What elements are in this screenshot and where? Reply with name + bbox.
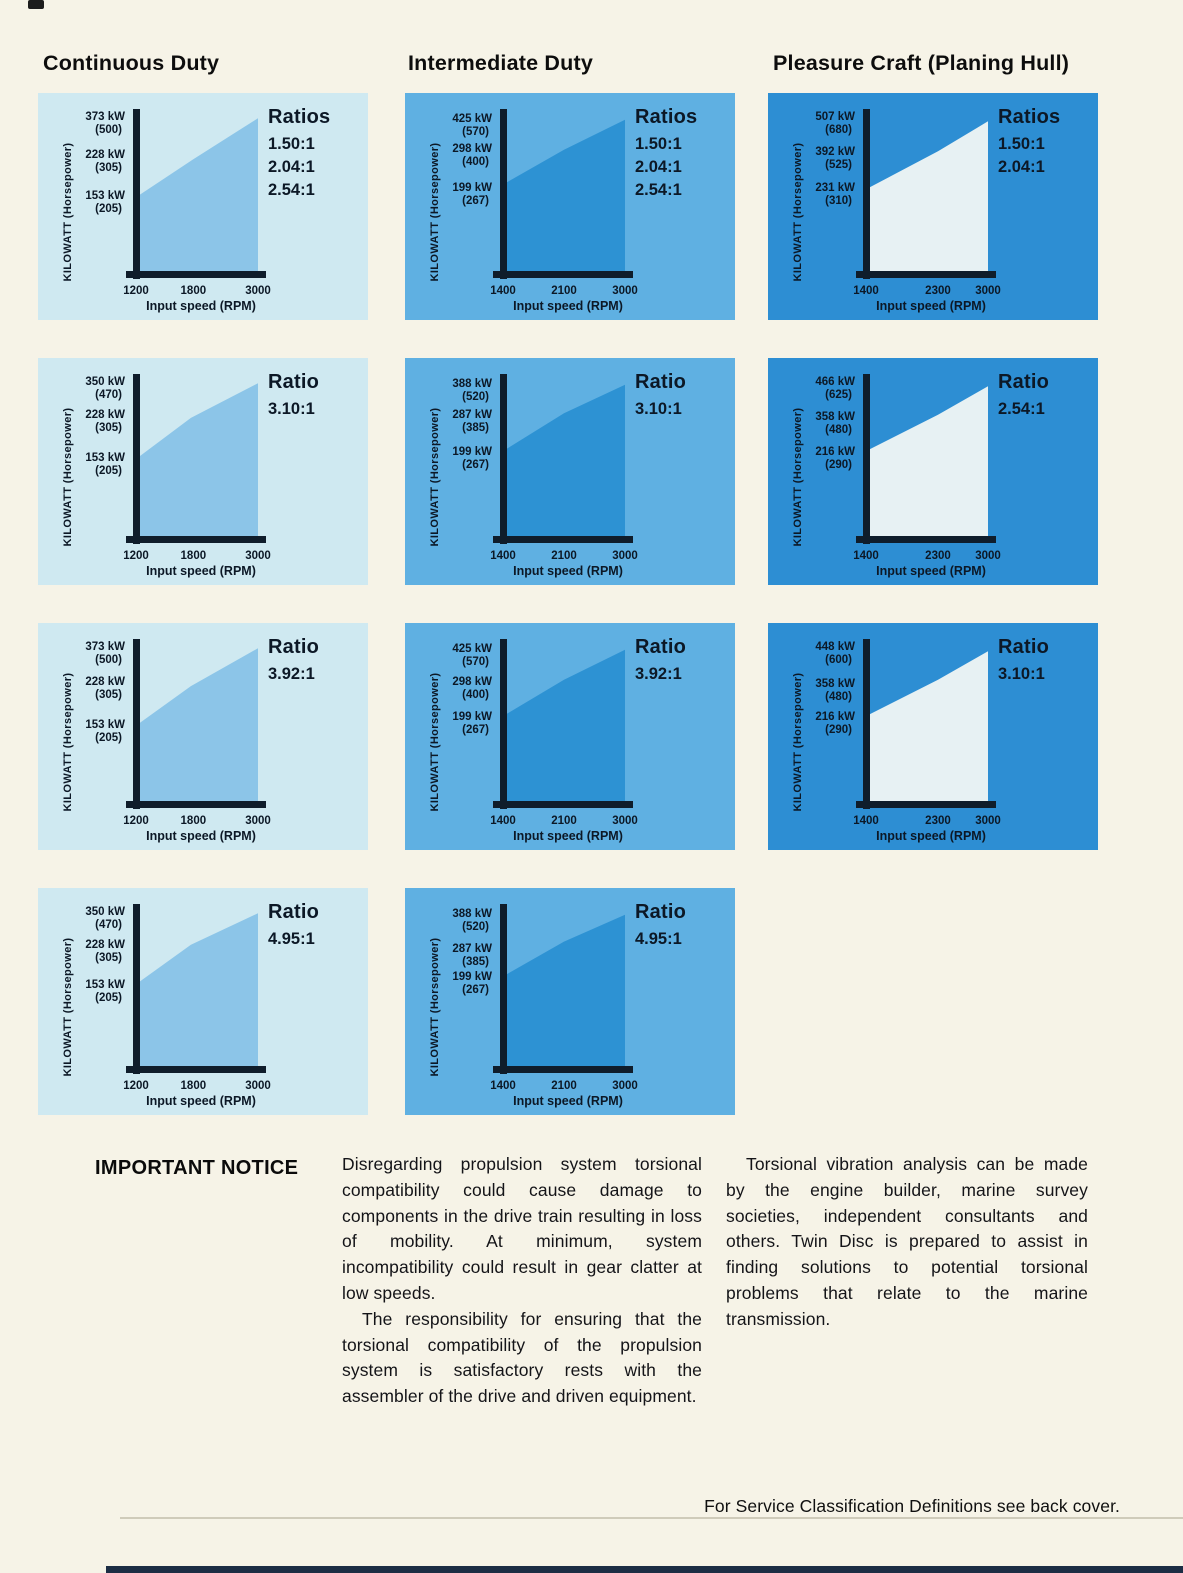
y-tick-label: 228 kW (305) — [85, 939, 125, 965]
ratio-value: 2.54:1 — [635, 181, 682, 199]
x-axis-line — [856, 536, 996, 543]
x-axis-label: Input speed (RPM) — [146, 1094, 256, 1108]
x-tick-label: 1800 — [180, 550, 207, 562]
y-tick-label: 199 kW (267) — [452, 182, 492, 208]
y-tick-label: 350 kW (470) — [85, 376, 125, 402]
chart-panel-col2-row1 — [405, 93, 735, 320]
operating-range-area — [503, 120, 625, 273]
ratio-values — [268, 663, 319, 686]
y-axis-label: KILOWATT (Horsepower) — [62, 407, 74, 547]
column-header-intermediate-duty: Intermediate Duty — [408, 50, 593, 75]
ratio-values — [998, 398, 1049, 421]
y-axis-label: KILOWATT (Horsepower) — [62, 142, 74, 282]
x-axis-label: Input speed (RPM) — [513, 564, 623, 578]
ratio-heading: Ratio — [998, 636, 1049, 658]
y-tick-label: 228 kW (305) — [85, 675, 125, 701]
notice-text-column-right — [726, 1152, 1088, 1333]
y-axis-line — [500, 639, 507, 809]
ratio-value: 3.92:1 — [635, 665, 682, 683]
x-tick-label: 3000 — [612, 815, 638, 827]
ratio-values — [268, 133, 330, 202]
x-axis-label: Input speed (RPM) — [513, 1094, 623, 1108]
ratio-heading: Ratio — [268, 901, 319, 923]
ratio-heading: Ratio — [268, 371, 319, 393]
y-tick-label: 425 kW (570) — [452, 642, 492, 668]
ratio-heading: Ratio — [635, 901, 686, 923]
x-tick-label: 1200 — [123, 550, 149, 562]
x-axis-label: Input speed (RPM) — [146, 564, 256, 578]
ratio-block — [635, 106, 697, 202]
ratio-heading: Ratio — [635, 636, 686, 658]
operating-range-area — [136, 118, 258, 273]
x-tick-label: 1400 — [853, 550, 879, 562]
y-axis-label: KILOWATT (Horsepower) — [429, 937, 441, 1077]
ratio-block — [635, 636, 686, 686]
x-tick-label: 1200 — [123, 1080, 149, 1092]
ratio-values — [635, 928, 686, 951]
x-tick-label: 3000 — [612, 1080, 638, 1092]
x-tick-label: 3000 — [612, 285, 638, 297]
x-tick-label: 3000 — [612, 550, 638, 562]
ratio-heading: Ratios — [268, 106, 331, 128]
y-tick-label: 153 kW (205) — [85, 190, 125, 216]
y-tick-label: 388 kW (520) — [452, 377, 492, 403]
x-tick-label: 1400 — [490, 550, 516, 562]
ratio-value: 2.04:1 — [268, 158, 315, 176]
chart-panel-col3-row3 — [768, 623, 1098, 850]
y-axis-line — [133, 639, 140, 809]
ratio-values — [268, 398, 319, 421]
y-axis-label: KILOWATT (Horsepower) — [792, 672, 804, 812]
x-axis-label: Input speed (RPM) — [876, 829, 986, 843]
operating-range-area — [866, 651, 988, 803]
x-tick-label: 2300 — [925, 815, 951, 827]
y-tick-label: 392 kW (525) — [815, 145, 855, 171]
ratio-heading: Ratios — [635, 106, 698, 128]
ratio-block — [998, 636, 1049, 686]
x-tick-label: 2100 — [551, 815, 577, 827]
y-axis-label: KILOWATT (Horsepower) — [429, 407, 441, 547]
notice-paragraph: The responsibility for ensuring that the torsional compatibility of the propulsion system is satisfactory rests with the assembler of the drive and driven equipment. — [342, 1308, 702, 1407]
x-tick-label: 1800 — [180, 285, 207, 297]
x-axis-label: Input speed (RPM) — [513, 299, 623, 313]
x-axis-line — [126, 536, 266, 543]
y-tick-label: 231 kW (310) — [815, 182, 855, 208]
chart-panel-col1-row4 — [38, 888, 368, 1115]
operating-range-area — [503, 650, 625, 803]
important-notice-heading: IMPORTANT NOTICE — [95, 1157, 299, 1179]
ratio-value: 1.50:1 — [635, 135, 682, 153]
ratio-block — [268, 636, 319, 686]
x-tick-label: 2100 — [551, 285, 577, 297]
column-header-continuous-duty: Continuous Duty — [43, 50, 220, 75]
ratio-block — [268, 106, 330, 202]
x-axis-line — [126, 1066, 266, 1073]
notice-paragraph: Torsional vibration analysis can be made by the engine builder, marine survey societies, independent consultants and others. Twin Disc is prepared to assist in finding solutions to potential torsional problems that relate to the marine transmission. — [726, 1154, 1088, 1329]
ratio-heading: Ratios — [998, 106, 1061, 128]
ratio-value: 4.95:1 — [268, 930, 315, 948]
operating-range-area — [866, 121, 988, 273]
scan-artifact-mark — [28, 0, 44, 9]
y-tick-label: 358 kW (480) — [815, 410, 855, 436]
x-axis-label: Input speed (RPM) — [146, 299, 256, 313]
x-tick-label: 3000 — [245, 815, 271, 827]
x-axis-line — [126, 801, 266, 808]
y-axis-line — [500, 374, 507, 544]
x-axis-label: Input speed (RPM) — [876, 299, 986, 313]
y-tick-label: 216 kW (290) — [815, 710, 855, 736]
y-tick-label: 228 kW (305) — [85, 409, 125, 435]
ratio-value: 2.54:1 — [998, 400, 1045, 418]
y-axis-label: KILOWATT (Horsepower) — [429, 672, 441, 812]
x-tick-label: 2100 — [551, 1080, 577, 1092]
ratio-value: 3.92:1 — [268, 665, 315, 683]
x-tick-label: 1200 — [123, 815, 149, 827]
x-axis-label: Input speed (RPM) — [876, 564, 986, 578]
x-axis-label: Input speed (RPM) — [513, 829, 623, 843]
x-tick-label: 1400 — [490, 815, 516, 827]
x-tick-label: 1400 — [853, 285, 879, 297]
footer-note: For Service Classification Definitions see back cover. — [704, 1496, 1120, 1516]
x-tick-label: 1800 — [180, 1080, 207, 1092]
y-tick-label: 388 kW (520) — [452, 907, 492, 933]
scan-artifact-paper-edge — [120, 1517, 1183, 1519]
notice-text-column-left — [342, 1152, 702, 1410]
y-tick-label: 199 kW (267) — [452, 710, 492, 736]
y-tick-label: 466 kW (625) — [815, 376, 855, 402]
x-tick-label: 3000 — [975, 285, 1001, 297]
y-tick-label: 199 kW (267) — [452, 445, 492, 471]
y-axis-line — [863, 639, 870, 809]
x-tick-label: 3000 — [975, 550, 1001, 562]
y-tick-label: 199 kW (267) — [452, 970, 492, 996]
chart-panel-col1-row1 — [38, 93, 368, 320]
notice-paragraph: Disregarding propulsion system torsional compatibility could cause damage to components in the drive train resulting in loss of mobility. At minimum, system incompatibility could result in gear clatter at low speeds. — [342, 1154, 702, 1303]
ratio-block — [998, 106, 1060, 179]
y-axis-line — [863, 374, 870, 544]
ratio-value: 1.50:1 — [998, 135, 1045, 153]
chart-panel-col3-row2 — [768, 358, 1098, 585]
ratio-values — [998, 663, 1049, 686]
ratio-heading: Ratio — [635, 371, 686, 393]
chart-panel-col2-row4 — [405, 888, 735, 1115]
x-axis-label: Input speed (RPM) — [146, 829, 256, 843]
ratio-values — [635, 398, 686, 421]
x-axis-line — [493, 536, 633, 543]
x-tick-label: 2300 — [925, 550, 951, 562]
x-axis-line — [126, 271, 266, 278]
ratio-heading: Ratio — [998, 371, 1049, 393]
ratio-heading: Ratio — [268, 636, 319, 658]
x-axis-line — [856, 271, 996, 278]
ratio-values — [268, 928, 319, 951]
y-axis-label: KILOWATT (Horsepower) — [62, 672, 74, 812]
y-axis-line — [133, 904, 140, 1074]
ratio-values — [635, 133, 697, 202]
ratio-block — [998, 371, 1049, 421]
ratio-value: 2.04:1 — [635, 158, 682, 176]
ratio-values — [635, 663, 686, 686]
ratio-values — [998, 133, 1060, 179]
x-axis-line — [493, 1066, 633, 1073]
y-tick-label: 298 kW (400) — [452, 675, 492, 701]
y-tick-label: 350 kW (470) — [85, 906, 125, 932]
y-tick-label: 287 kW (385) — [452, 409, 492, 435]
ratio-value: 3.10:1 — [635, 400, 682, 418]
chart-panel-col1-row2 — [38, 358, 368, 585]
chart-panel-col2-row3 — [405, 623, 735, 850]
y-tick-label: 448 kW (600) — [815, 641, 855, 667]
y-tick-label: 425 kW (570) — [452, 112, 492, 138]
ratio-block — [268, 371, 319, 421]
ratio-value: 3.10:1 — [268, 400, 315, 418]
y-tick-label: 507 kW (680) — [815, 111, 855, 137]
x-tick-label: 3000 — [245, 550, 271, 562]
x-axis-line — [493, 271, 633, 278]
y-axis-line — [500, 109, 507, 279]
operating-range-area — [503, 915, 625, 1068]
x-tick-label: 3000 — [245, 285, 271, 297]
operating-range-area — [136, 383, 258, 538]
y-tick-label: 216 kW (290) — [815, 445, 855, 471]
y-tick-label: 373 kW (500) — [85, 641, 125, 667]
y-tick-label: 228 kW (305) — [85, 149, 125, 175]
y-axis-label: KILOWATT (Horsepower) — [792, 142, 804, 282]
scan-artifact-bottom-strip — [106, 1566, 1183, 1573]
ratio-value: 4.95:1 — [635, 930, 682, 948]
ratio-value: 2.04:1 — [998, 158, 1045, 176]
ratio-block — [268, 901, 319, 951]
chart-panel-col2-row2 — [405, 358, 735, 585]
x-tick-label: 3000 — [245, 1080, 271, 1092]
chart-panel-col3-row1 — [768, 93, 1098, 320]
ratio-value: 2.54:1 — [268, 181, 315, 199]
ratio-value: 1.50:1 — [268, 135, 315, 153]
y-tick-label: 373 kW (500) — [85, 111, 125, 137]
x-tick-label: 2300 — [925, 285, 951, 297]
x-tick-label: 2100 — [551, 550, 577, 562]
x-tick-label: 1800 — [180, 815, 207, 827]
operating-range-area — [866, 386, 988, 538]
y-axis-label: KILOWATT (Horsepower) — [62, 937, 74, 1077]
y-tick-label: 358 kW (480) — [815, 677, 855, 703]
y-tick-label: 153 kW (205) — [85, 718, 125, 744]
x-axis-line — [856, 801, 996, 808]
y-axis-label: KILOWATT (Horsepower) — [792, 407, 804, 547]
y-axis-line — [133, 109, 140, 279]
y-axis-line — [500, 904, 507, 1074]
operating-range-area — [136, 913, 258, 1068]
y-axis-label: KILOWATT (Horsepower) — [429, 142, 441, 282]
y-tick-label: 153 kW (205) — [85, 452, 125, 477]
operating-range-area — [136, 648, 258, 803]
y-tick-label: 298 kW (400) — [452, 142, 492, 168]
y-tick-label: 287 kW (385) — [452, 942, 492, 968]
x-tick-label: 1200 — [123, 285, 149, 297]
x-axis-line — [493, 801, 633, 808]
x-tick-label: 1400 — [490, 1080, 516, 1092]
y-axis-line — [863, 109, 870, 279]
y-axis-line — [133, 374, 140, 544]
column-header-pleasure-craft: Pleasure Craft (Planing Hull) — [773, 50, 1070, 75]
ratio-block — [635, 901, 686, 951]
x-tick-label: 1400 — [490, 285, 516, 297]
y-tick-label: 153 kW (205) — [85, 978, 125, 1004]
ratio-value: 3.10:1 — [998, 665, 1045, 683]
chart-panel-col1-row3 — [38, 623, 368, 850]
operating-range-area — [503, 385, 625, 538]
ratio-block — [635, 371, 686, 421]
x-tick-label: 3000 — [975, 815, 1001, 827]
x-tick-label: 1400 — [853, 815, 879, 827]
